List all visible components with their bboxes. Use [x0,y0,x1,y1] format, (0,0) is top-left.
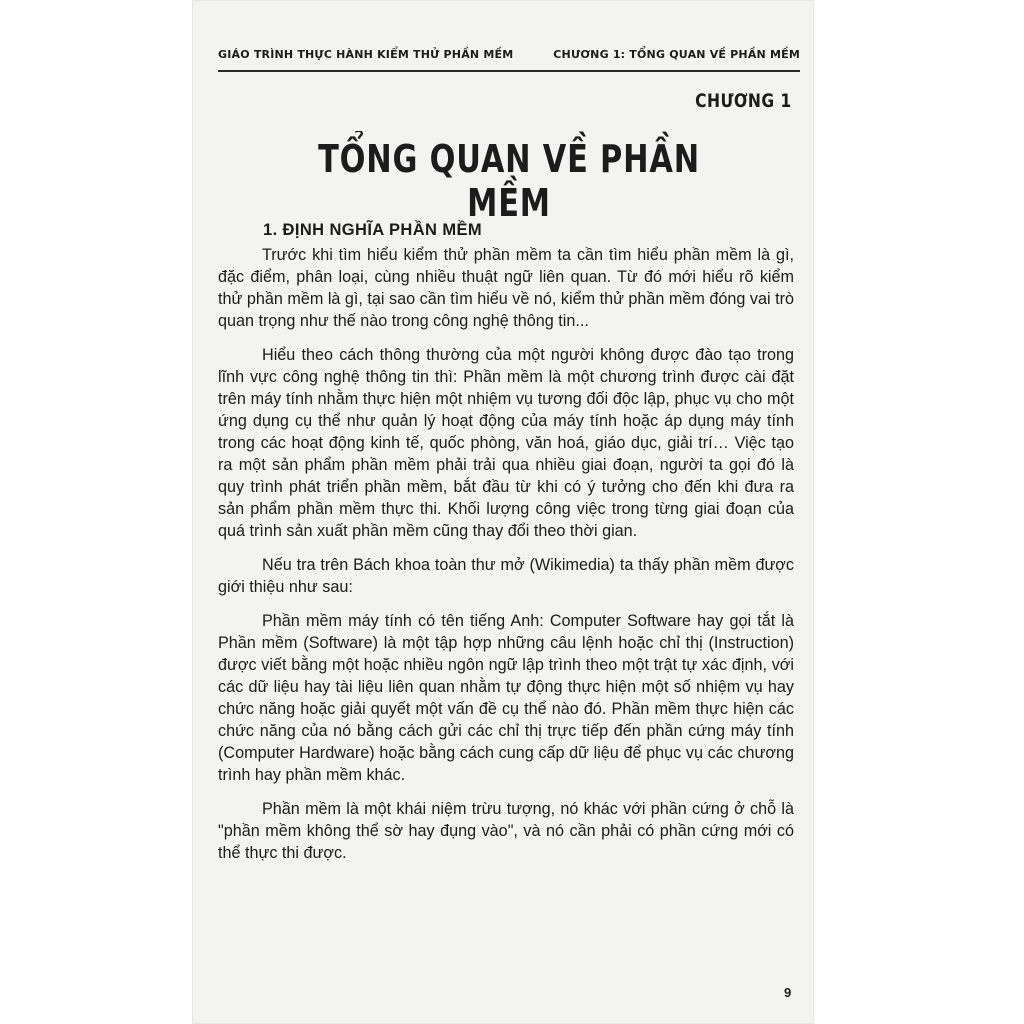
chapter-number: CHƯƠNG 1 [695,90,792,112]
paragraph: Nếu tra trên Bách khoa toàn thư mở (Wikimedia) ta thấy phần mềm được giới thiệu như sau: [218,556,794,596]
paragraph: Hiểu theo cách thông thường của một người không được đào tạo trong lĩnh vực công nghệ thông tin thì: Phần mềm là một chương trình được cài đặt trên máy tính nhằm thực hiện một nhiệm vụ tương đối độc lập, phục vụ cho một ứng dụng cụ thể như quản lý hoạt động của máy tính hoặc áp dụng máy tính trong các hoạt động kinh tế, quốc phòng, văn hoá, giáo dục, giải trí… Việc tạo ra một sản phẩm phần mềm phải trải qua nhiều giai đoạn, người ta gọi đó là quy trình phát triển phần mềm, bắt đầu từ khi có ý tưởng cho đến khi đưa ra sản phẩm phần mềm thực thi. Khối lượng công việc trong từng giai đoạn của quá trình sản xuất phần mềm cũng thay đổi theo thời gian. [218,346,794,540]
section-heading: 1. ĐỊNH NGHĨA PHẦN MỀM [263,221,483,239]
body-text [218,244,794,876]
paragraph: Phần mềm máy tính có tên tiếng Anh: Computer Software hay gọi tắt là Phần mềm (Software) là một tập hợp những câu lệnh hoặc chỉ thị (Instruction) được viết bằng một hoặc nhiều ngôn ngữ lập trình theo một trật tự xác định, với các dữ liệu hay tài liệu liên quan nhằm tự động thực hiện một số nhiệm vụ hay chức năng hoặc giải quyết một vấn đề cụ thể nào đó. Phần mềm thực hiện các chức năng của nó bằng cách gửi các chỉ thị trực tiếp đến phần cứng máy tính (Computer Hardware) hoặc bằng cách cung cấp dữ liệu để phục vụ các chương trình hay phần mềm khác. [218,612,794,784]
paragraph: Trước khi tìm hiểu kiểm thử phần mềm ta cần tìm hiểu phần mềm là gì, đặc điểm, phân loại, cùng nhiều thuật ngữ liên quan. Từ đó mới hiểu rõ kiểm thử phần mềm là gì, tại sao cần tìm hiểu về nó, kiểm thử phần mềm đóng vai trò quan trọng như thế nào trong công nghệ thông tin... [218,246,794,330]
running-header [218,48,800,72]
header-book-title: GIÁO TRÌNH THỰC HÀNH KIỂM THỬ PHẦN MỀM [218,48,514,61]
paragraph: Phần mềm là một khái niệm trừu tượng, nó khác với phần cứng ở chỗ là "phần mềm không thể sờ hay đụng vào", và nó cần phải có phần cứng mới có thể thực thi được. [218,800,794,862]
page-number: 9 [784,985,792,1000]
header-chapter-title: CHƯƠNG 1: TỔNG QUAN VỀ PHẦN MỀM [553,48,800,61]
chapter-title: TỔNG QUAN VỀ PHẦN MỀM [318,137,700,225]
